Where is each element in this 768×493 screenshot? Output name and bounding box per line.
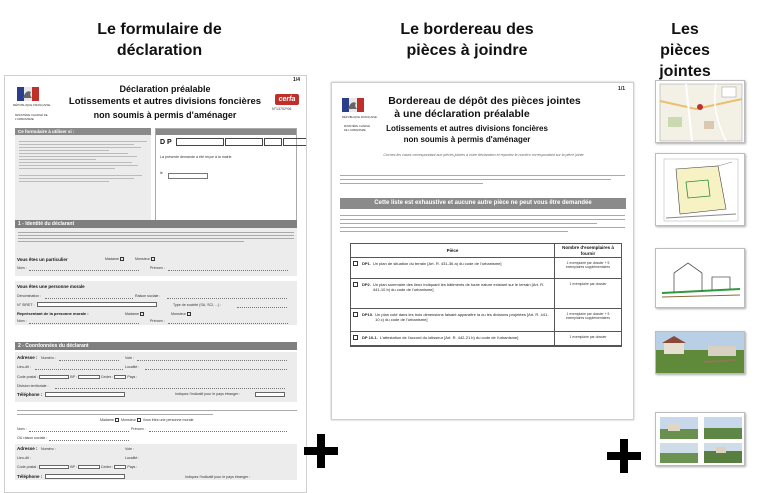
courrier-notice: [17, 408, 297, 418]
bordereau-title-2: à une déclaration préalable: [394, 108, 530, 120]
bordereau-marianne-icon: [342, 98, 364, 112]
rep-nom-label: Nom :: [17, 319, 27, 323]
piece-thumb-plan-coupe: [655, 248, 745, 308]
bordereau-intro-lines: [340, 173, 625, 187]
ou-raison-label: OU raison sociale :: [17, 436, 48, 440]
siret-label: N° SIRET :: [17, 303, 35, 307]
rep-prenom-field[interactable]: [168, 323, 288, 324]
courrier-prenom-label: Prénom :: [131, 427, 146, 431]
raison-field[interactable]: [167, 298, 287, 299]
ou-raison-field[interactable]: [49, 440, 129, 441]
dp-date-field[interactable]: [168, 173, 208, 179]
form-page-number: 1/4: [293, 77, 300, 83]
courrier-code-postal-row[interactable]: Code postal : BP : Cedex : Pays :: [17, 465, 138, 469]
bordereau-republique: RÉPUBLIQUE FRANÇAISE: [342, 115, 377, 119]
piece-count: 1 exemplaire par dossier: [569, 335, 607, 339]
courrier-options[interactable]: Madame Monsieur Vous êtes une personne morale: [100, 418, 194, 422]
header-bordereau: Le bordereau des pièces à joindre: [400, 21, 534, 59]
piece-checkbox[interactable]: [353, 261, 358, 266]
piece-code: DP1.: [362, 261, 371, 266]
pieces-table-header: [351, 244, 621, 258]
section-1-notice: [15, 228, 297, 254]
form-title-2: Lotissements et autres divisions foncières: [68, 96, 262, 107]
column-piece: Pièce: [351, 244, 555, 257]
division-field[interactable]: [55, 388, 285, 389]
piece-label: Un plan de situation du terrain [Art. R. 431-36 a) du code de l'urbanisme]: [372, 261, 502, 266]
courrier-telephone-field[interactable]: [45, 474, 125, 479]
rep-prenom-label: Prénom :: [150, 319, 165, 323]
lieu-dit-field[interactable]: [35, 369, 123, 370]
courrier-nom-label: Nom :: [17, 427, 27, 431]
piece-code: DP2.: [362, 282, 371, 287]
piece-label: L'attestation de l'accord du lotisseur [Art. R. 442-21 b) du code de l'urbanisme]: [379, 335, 519, 340]
section-1-title: 1 - Identité du déclarant: [15, 220, 297, 228]
piece-thumb-photo-lointaine: [655, 412, 745, 466]
piece-row[interactable]: [351, 332, 621, 346]
courrier-prenom-field[interactable]: [149, 431, 287, 432]
numero-label: Numéro :: [41, 356, 56, 360]
telephone-field[interactable]: [45, 392, 125, 397]
rep-nom-field[interactable]: [29, 323, 139, 324]
plus-icon: [607, 439, 641, 473]
piece-label: Un plan sommaire des lieux indiquant les bâtiments de toute nature existant sur le terrain [Art. R. 441-10 b) du code de l'urbanisme]: [372, 282, 545, 292]
column-exemplaires: Nombre d'exemplaires à fournir: [562, 245, 614, 256]
personne-morale-label: Vous êtes une personne morale: [17, 284, 85, 289]
type-societe-label: Type de société (SA, SCI, ...) :: [173, 303, 222, 307]
bordereau-subtitle-1: Lotissements et autres divisions foncières: [386, 124, 548, 133]
cerfa-number: N°13702*06: [272, 107, 292, 111]
localite-field[interactable]: [145, 369, 287, 370]
type-societe-field[interactable]: [237, 307, 287, 308]
code-postal-row[interactable]: Code postal : BP : Cedex : Pays :: [17, 375, 138, 379]
form-document: [4, 75, 307, 493]
form-title-1: Déclaration préalable: [119, 84, 211, 94]
marianne-logo-icon: [17, 87, 39, 101]
dp-le-label: le: [160, 171, 163, 175]
lieu-dit-label: Lieu-dit :: [17, 365, 31, 369]
voie-label: Voie :: [125, 356, 134, 360]
form-title-3: non soumis à permis d'aménager: [93, 110, 237, 120]
piece-count: 1 exemplaire par dossier + 5 exemplaires supplémentaires: [565, 312, 611, 321]
courrier-voie-label: Voie :: [125, 447, 134, 451]
raison-label: Raison sociale :: [135, 294, 161, 298]
cocher-instructions: Cochez les cases correspondant aux pièces jointes à votre déclaration et reportez le numéro correspondant sur la pièce jointe: [383, 153, 584, 157]
denomination-label: Dénomination :: [17, 294, 42, 298]
republique-label: RÉPUBLIQUE FRANÇAISE: [13, 103, 51, 107]
plus-icon: [304, 434, 338, 468]
piece-checkbox[interactable]: [353, 335, 358, 340]
piece-code: DP10.: [362, 312, 374, 317]
rep-madame-option[interactable]: Madame: [125, 312, 145, 316]
indicatif-label: Indiquez l'indicatif pour le pays étranger :: [175, 392, 241, 396]
adresse-label: Adresse :: [17, 355, 38, 360]
cerfa-logo: cerfa: [275, 94, 299, 105]
exhaustive-banner: Cette liste est exhaustive et aucune autre pièce ne peut vous être demandée: [340, 198, 626, 209]
piece-count: 1 exemplaire par dossier + 5 exemplaires supplémentaires: [565, 261, 611, 270]
piece-thumb-photo-proche: [655, 331, 745, 374]
pieces-rows: [351, 258, 621, 346]
pieces-table: [350, 243, 622, 347]
header-formulaire: Le formulaire de déclaration: [97, 21, 222, 59]
voie-field[interactable]: [137, 360, 287, 361]
courrier-numero-label: Numéro :: [41, 447, 56, 451]
numero-field[interactable]: [59, 360, 119, 361]
bordereau-ministere: MINISTÈRE CHARGÉ DE L'URBANISME: [344, 125, 370, 133]
dp-label: D P: [160, 139, 172, 146]
particulier-label: Vous êtes un particulier: [17, 257, 68, 262]
header-pieces: Les pièces jointes: [659, 21, 711, 80]
piece-count: 1 exemplaire par dossier: [569, 282, 607, 286]
prenom-field[interactable]: [168, 270, 288, 271]
piece-thumb-plan-situation: [655, 80, 745, 143]
representant-label: Représentant de la personne morale :: [17, 311, 89, 316]
dp-number-boxes: [176, 138, 307, 146]
piece-code: DP 10-1.: [362, 335, 378, 340]
madame-option[interactable]: Madame: [105, 257, 125, 261]
rep-monsieur-option[interactable]: Monsieur: [171, 312, 192, 316]
courrier-indicatif-label: Indiquez l'indicatif pour le pays étranger :: [185, 475, 251, 479]
siret-field[interactable]: [37, 302, 157, 307]
instructions-title: Ce formulaire à utiliser si :: [15, 128, 151, 135]
courrier-telephone-label: Téléphone :: [17, 474, 43, 479]
nom-field[interactable]: [29, 270, 139, 271]
monsieur-option[interactable]: Monsieur: [135, 257, 156, 261]
telephone-label: Téléphone :: [17, 392, 43, 397]
denomination-field[interactable]: [45, 298, 133, 299]
piece-checkbox[interactable]: [353, 282, 358, 287]
division-label: Division territoriale :: [17, 384, 49, 388]
ministere-label: MINISTÈRE CHARGÉ DE L'URBANISME: [15, 113, 48, 122]
localite-label: Localité :: [125, 365, 140, 369]
prenom-label: Prénom :: [150, 266, 165, 270]
courrier-localite-label: Localité :: [125, 456, 140, 460]
piece-thumb-plan-sommaire: [655, 153, 745, 226]
bordereau-subtitle-2: non soumis à permis d'aménager: [403, 135, 531, 144]
piece-row[interactable]: [351, 279, 621, 309]
nom-label: Nom :: [17, 266, 27, 270]
bordereau-body-lines: [340, 213, 625, 235]
courrier-nom-field[interactable]: [29, 431, 129, 432]
piece-checkbox[interactable]: [353, 312, 358, 317]
piece-row[interactable]: [351, 258, 621, 279]
bordereau-page-number: 1/1: [618, 86, 625, 92]
piece-label: Un plan coté dans les trois dimensions faisant apparaître la ou les divisions projetées [Art. R. 441-10 c) du code de l'urbanisme]: [375, 312, 549, 322]
bordereau-title-1: Bordereau de dépôt des pièces jointes: [388, 95, 581, 107]
courrier-adresse-label: Adresse :: [17, 446, 38, 451]
courrier-lieu-dit-label: Lieu-dit :: [17, 456, 31, 460]
indicatif-field[interactable]: [255, 392, 285, 397]
bordereau-document: [331, 82, 634, 420]
instructions-lines: [19, 138, 147, 184]
piece-row[interactable]: [351, 309, 621, 332]
dp-date-label: La présente demande a été reçue à la mairie: [160, 155, 232, 159]
section-2-title: 2 - Coordonnées du déclarant: [15, 342, 297, 350]
